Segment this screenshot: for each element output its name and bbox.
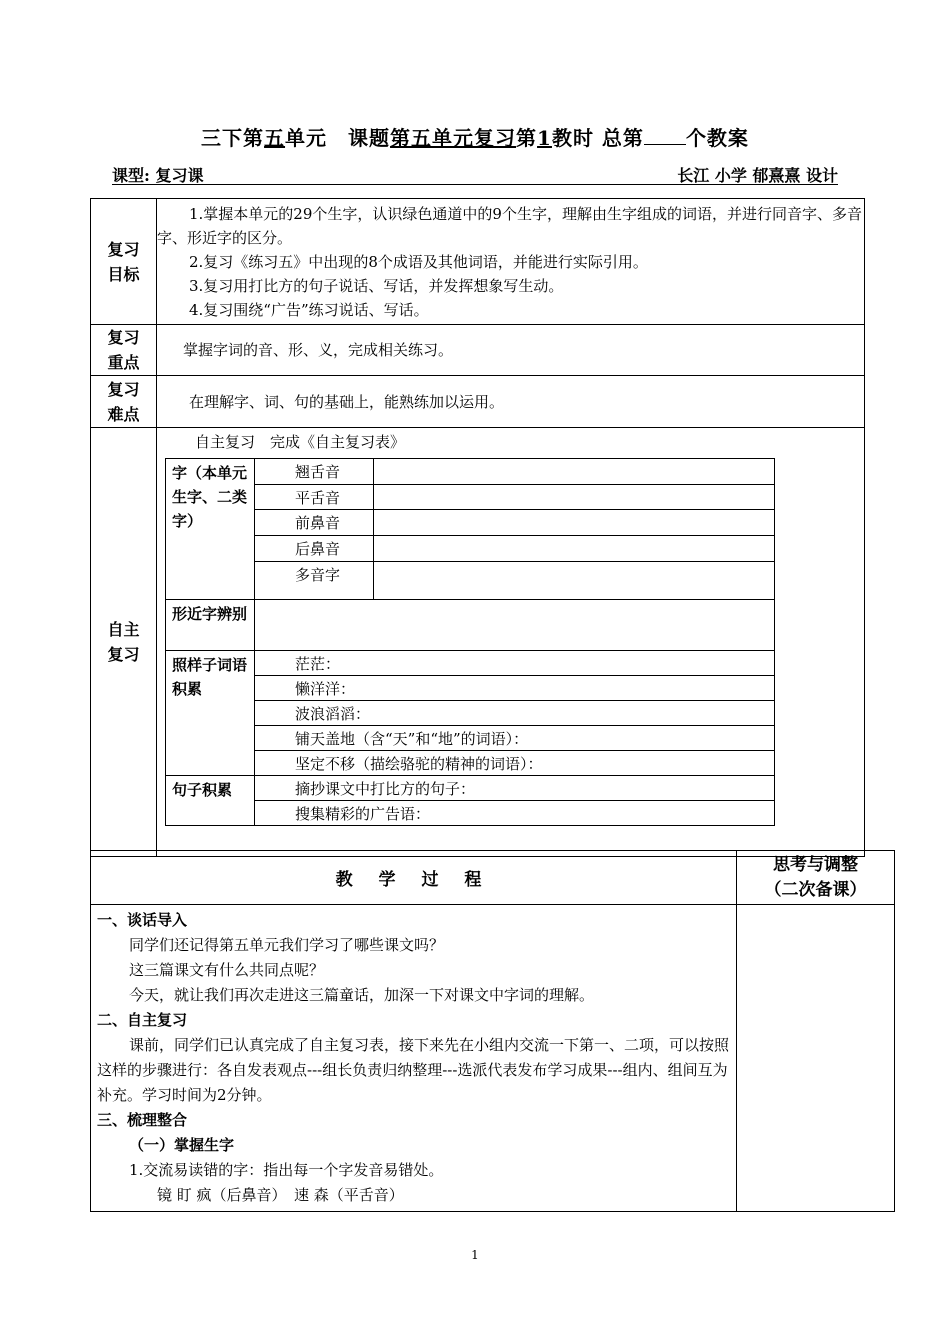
goals-content: 1.掌握本单元的29个生字，认识绿色通道中的9个生字，理解由生字组成的词语，并进行同音字、多音字、形近字的区分。 2.复习《练习五》中出现的8个成语及其他词语，并能进行实际引用。 3.复习用打比方的句子说话、写话，并发挥想象写生动。 4.复习围绕“广告”练习说话、写话。	[157, 199, 865, 325]
sound-label: 后鼻音	[255, 536, 374, 562]
answer-field[interactable]	[255, 600, 775, 651]
answer-field[interactable]	[374, 484, 775, 510]
sound-label: 前鼻音	[255, 510, 374, 536]
process-content: 一、谈话导入 同学们还记得第五单元我们学习了哪些课文吗？ 这三篇课文有什么共同点呢？ 今天，就让我们再次走进这三篇童话，加深一下对课文中字词的理解。 二、自主复习 课前，同学们已认真完成了自主复习表，接下来先在小组内交流一下第一、二项，可以按照这样的步骤进行：各自发表观点---组长负责归纳整理---选派代表发布学习成果---组内、组间互为补充。学习时间为2分钟。 三、梳理整合 （一）掌握生字 1.交流易读错的字：指出每一个字发音易错处。 镜 盯 疯（后鼻音） 速 森（平舌音）	[91, 905, 737, 1212]
sound-label: 多音字	[255, 561, 374, 599]
sound-label: 翘舌音	[255, 459, 374, 485]
lesson-type: 课型: 复习课	[112, 166, 204, 185]
key-content: 掌握字词的音、形、义，完成相关练习。	[183, 341, 454, 359]
self-review-intro: 自主复习 完成《自主复习表》	[195, 433, 406, 451]
self-review-label: 自主 复习	[91, 428, 157, 857]
word-prompt[interactable]: 懒洋洋：	[255, 676, 775, 701]
section-heading: 二、自主复习	[97, 1011, 188, 1029]
review-plan-table	[90, 198, 865, 857]
page-number: 1	[471, 1248, 479, 1262]
word-prompt[interactable]: 坚定不移（描绘骆驼的精神的词语）：	[255, 751, 775, 776]
sound-label: 平舌音	[255, 484, 374, 510]
sentence-prompt[interactable]: 摘抄课文中打比方的句子：	[255, 776, 775, 801]
section-heading: 一、谈话导入	[97, 911, 188, 929]
answer-field[interactable]	[374, 459, 775, 485]
section-heading: 三、梳理整合	[97, 1111, 188, 1129]
lesson-plan-title: 三下第五单元 课题第五单元复习第1教时 总第 个教案	[201, 126, 749, 150]
chars-head: 字（本单元生字、二类字）	[166, 459, 255, 600]
goals-label: 复习 目标	[91, 199, 157, 325]
answer-field[interactable]	[374, 536, 775, 562]
difficulty-content: 在理解字、词、句的基础上，能熟练加以运用。	[189, 392, 505, 411]
similar-head: 形近字辨别	[166, 600, 255, 651]
process-title: 教 学 过 程	[91, 851, 737, 905]
sentences-head: 句子积累	[166, 776, 255, 826]
answer-field[interactable]	[374, 510, 775, 536]
word-prompt[interactable]: 茫茫：	[255, 651, 775, 676]
reflection-title: 思考与调整 （二次备课）	[737, 851, 895, 905]
sentence-prompt[interactable]: 搜集精彩的广告语：	[255, 801, 775, 826]
lesson-type-line	[112, 161, 838, 185]
words-head: 照样子词语积累	[166, 651, 255, 776]
reflection-column[interactable]	[737, 905, 895, 1212]
subsection-heading: （一）掌握生字	[129, 1136, 235, 1154]
answer-field[interactable]	[374, 561, 775, 599]
key-label: 复习 重点	[91, 325, 157, 376]
difficulty-label: 复习 难点	[91, 376, 157, 428]
designer: 长江 小学 郁熹熹 设计	[677, 166, 838, 185]
self-review-form	[165, 458, 775, 826]
word-prompt[interactable]: 铺天盖地（含“天”和“地”的词语）：	[255, 726, 775, 751]
word-prompt[interactable]: 波浪滔滔：	[255, 701, 775, 726]
teaching-process-table	[90, 850, 895, 1212]
